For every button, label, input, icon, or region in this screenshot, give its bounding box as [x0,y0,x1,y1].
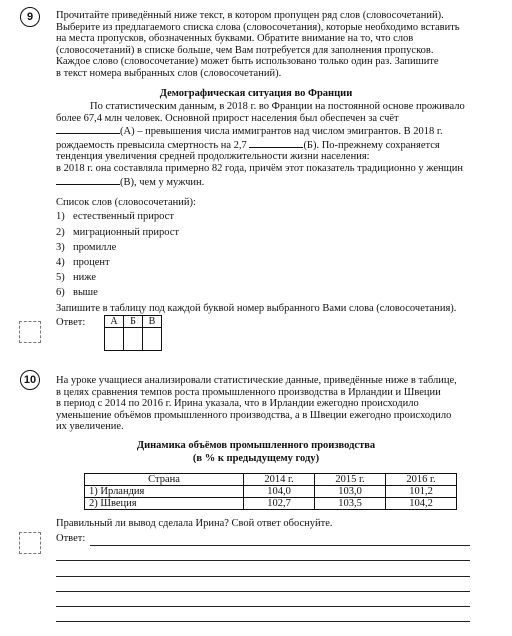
answer-header-a: А [105,316,124,328]
answer-line[interactable] [56,606,470,607]
list-title: Список слов (словосочетаний): [56,197,196,208]
table-row [85,498,457,510]
row-value: 104,2 [386,498,457,510]
table-row [85,486,457,498]
answer-line[interactable] [56,560,470,561]
header-country: Страна [85,474,244,486]
header-2014: 2014 г. [244,474,315,486]
answer-header-v: В [143,316,162,328]
table-subtitle: (в % к предыдущему году) [192,453,320,464]
row-value: 104,0 [244,486,315,498]
blank-b[interactable] [249,138,303,148]
blank-c[interactable] [56,175,120,185]
option-4: 4) процент [56,257,110,268]
answer-line[interactable] [90,545,470,546]
task-number-10: 10 [20,370,40,390]
answer-line[interactable] [56,621,470,622]
row-country: 2) Швеция [85,498,244,510]
task9-answer-table [104,315,162,351]
task-number-9: 9 [20,7,40,27]
answer-line[interactable] [56,576,470,577]
task9-score-box [19,321,41,343]
answer-header-b: Б [124,316,143,328]
answer-cell-v[interactable] [143,328,162,351]
blank-a[interactable] [56,124,120,134]
option-6: 6) выше [56,287,98,298]
row-value: 101,2 [386,486,457,498]
task9-answer-label: Ответ: [56,317,86,328]
answer-line[interactable] [56,591,470,592]
text-title: Демографическая ситуация во Франции [159,88,353,99]
task10-score-box [19,532,41,554]
task9-text: По статистическим данным, в 2018 г. во Франции на постоянной основе проживало более 67,4 млн человек. Основной прирост населения был обеспечен за счёт (А) – превышения числа иммигрантов над числом эмигрантов. В 2018 г. рождаемость превысила смертность на 2,7 (Б). По-прежнему сохраняется тенденция увеличения средней продолжительности жизни населения: в 2018 г. она составляла примерно 82 года, причём этот показатель традиционно у женщин (В), чем у мужчин. [56,101,465,188]
header-2016: 2016 г. [386,474,457,486]
row-value: 103,0 [315,486,386,498]
option-2: 2) миграционный прирост [56,227,180,238]
task10-answer-label: Ответ: [56,533,86,544]
task9-intro: Прочитайте приведённый ниже текст, в котором пропущен ряд слов (словосочетаний). Выберите из предлагаемого списка слова (словосочетания), которые необходимо вставить на места пропусков, обозначенных буквами. Обратите внимание на то, что слов (словосочетаний) в списке больше, чем Вам потребуется для заполнения пропусков. Каждое слово (словосочетание) может быть использовано только один раз. Запишите в текст номера выбранных слов (словосочетаний). [56,10,460,79]
production-table [84,473,457,510]
table-header-row [85,474,457,486]
table-title: Динамика объёмов промышленного производства [136,440,376,451]
task10-intro: На уроке учащиеся анализировали статистические данные, приведённые ниже в таблице, в целях сравнения темпов роста промышленного производства в Ирландии и Швеции в период с 2014 по 2016 г. Ирина указала, что в Ирландии ежегодно происходило уменьшение объёмов промышленного производства, а в Швеции ежегодно происходило их увеличение. [56,375,457,433]
row-value: 102,7 [244,498,315,510]
row-country: 1) Ирландия [85,486,244,498]
answer-cell-a[interactable] [105,328,124,351]
answer-cell-b[interactable] [124,328,143,351]
option-3: 3) промилле [56,242,117,253]
task9-instruction: Запишите в таблицу под каждой буквой номер выбранного Вами слова (словосочетания). [56,303,457,314]
option-1: 1) естественный прирост [56,211,174,222]
header-2015: 2015 г. [315,474,386,486]
row-value: 103,5 [315,498,386,510]
task10-question: Правильный ли вывод сделала Ирина? Свой ответ обоснуйте. [56,518,333,529]
option-5: 5) ниже [56,272,97,283]
